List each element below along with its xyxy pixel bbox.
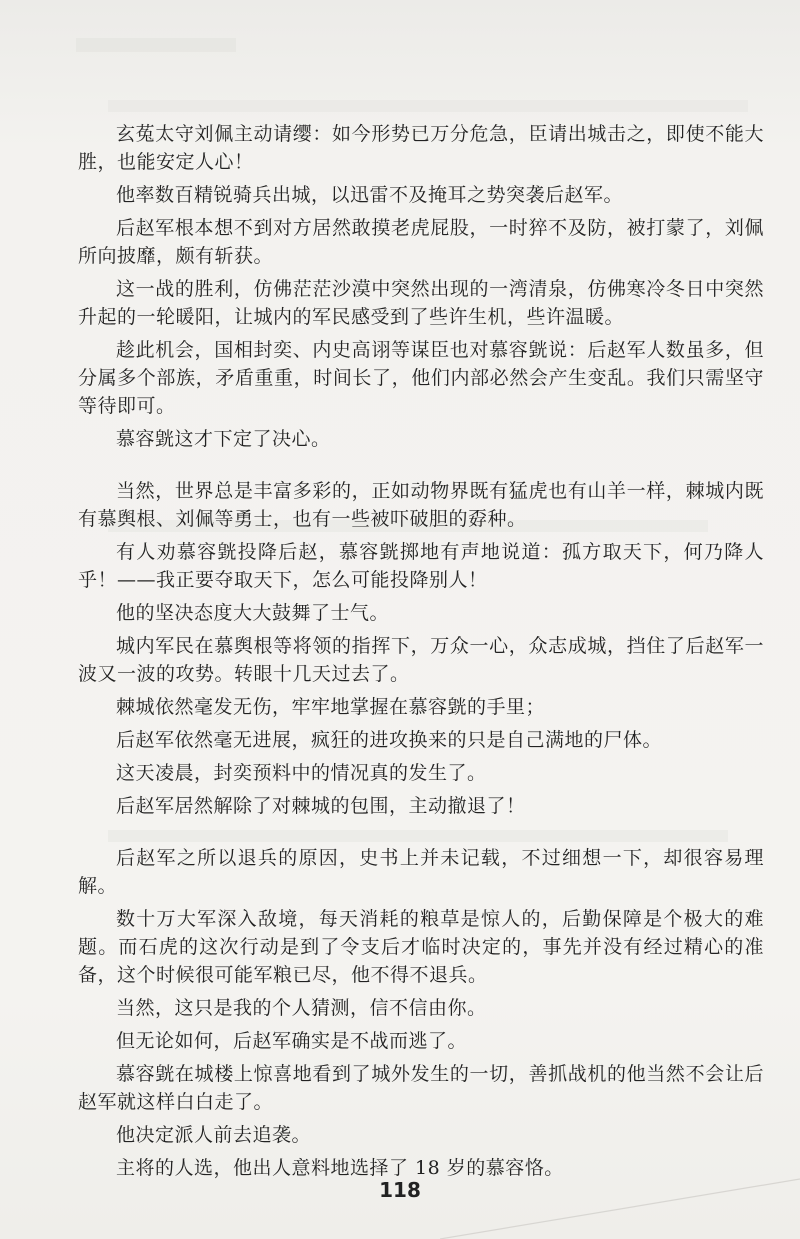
paragraph: 后赵军依然毫无进展，疯狂的进攻换来的只是自己满地的尸体。 bbox=[116, 729, 663, 751]
paragraph: 当然，这只是我的个人猜测，信不信由你。 bbox=[116, 997, 487, 1019]
paragraph: 后赵军之所以退兵的原因，史书上并未记载，不过细想一下，却很容易理解。 bbox=[78, 847, 764, 897]
paragraph: 后赵军根本想不到对方居然敢摸老虎屁股，一时猝不及防，被打蒙了，刘佩所向披靡，颇有斩获。 bbox=[78, 217, 764, 267]
paragraph: 后赵军居然解除了对棘城的包围，主动撤退了！ bbox=[116, 795, 526, 817]
paragraph: 他决定派人前去追袭。 bbox=[116, 1124, 312, 1146]
paragraph: 这一战的胜利，仿佛茫茫沙漠中突然出现的一湾清泉，仿佛寒冷冬日中突然升起的一轮暖阳，让城内的军民感受到了些许生机，些许温暖。 bbox=[78, 278, 764, 328]
paragraph: 他率数百精锐骑兵出城，以迅雷不及掩耳之势突袭后赵军。 bbox=[116, 184, 624, 206]
paragraph: 棘城依然毫发无伤，牢牢地掌握在慕容皝的手里； bbox=[116, 696, 546, 718]
paragraph: 慕容皝在城楼上惊喜地看到了城外发生的一切，善抓战机的他当然不会让后赵军就这样白白走了。 bbox=[78, 1063, 764, 1113]
paragraph: 但无论如何，后赵军确实是不战而逃了。 bbox=[116, 1030, 468, 1052]
paragraph: 他的坚决态度大大鼓舞了士气。 bbox=[116, 602, 390, 624]
paragraph: 慕容皝这才下定了决心。 bbox=[116, 428, 331, 450]
paragraph: 数十万大军深入敌境，每天消耗的粮草是惊人的，后勤保障是个极大的难题。而石虎的这次行动是到了令支后才临时决定的，事先并没有经过精心的准备，这个时候很可能军粮已尽，他不得不退兵。 bbox=[78, 908, 764, 986]
paragraph: 这天凌晨，封奕预料中的情况真的发生了。 bbox=[116, 762, 487, 784]
paragraph: 玄菟太守刘佩主动请缨：如今形势已万分危急，臣请出城击之，即使不能大胜，也能安定人心！ bbox=[78, 123, 764, 173]
paragraph: 当然，世界总是丰富多彩的，正如动物界既有猛虎也有山羊一样，棘城内既有慕舆根、刘佩等勇士，也有一些被吓破胆的孬种。 bbox=[78, 480, 764, 530]
bleed-through-line bbox=[108, 100, 748, 112]
paragraph: 主将的人选，他出人意料地选择了 18 岁的慕容恪。 bbox=[116, 1157, 564, 1179]
body-text bbox=[78, 120, 764, 1187]
paragraph: 有人劝慕容皝投降后赵，慕容皝掷地有声地说道：孤方取天下，何乃降人乎！——我正要夺取天下，怎么可能投降别人！ bbox=[78, 541, 764, 591]
bleed-through-header bbox=[76, 38, 236, 52]
paragraph: 城内军民在慕舆根等将领的指挥下，万众一心，众志成城，挡住了后赵军一波又一波的攻势。转眼十几天过去了。 bbox=[78, 635, 764, 685]
page-curl-shadow bbox=[440, 1169, 800, 1239]
page-number: 118 bbox=[379, 1178, 421, 1202]
paragraph: 趁此机会，国相封奕、内史高诩等谋臣也对慕容皝说：后赵军人数虽多，但分属多个部族，矛盾重重，时间长了，他们内部必然会产生变乱。我们只需坚守等待即可。 bbox=[78, 339, 764, 417]
